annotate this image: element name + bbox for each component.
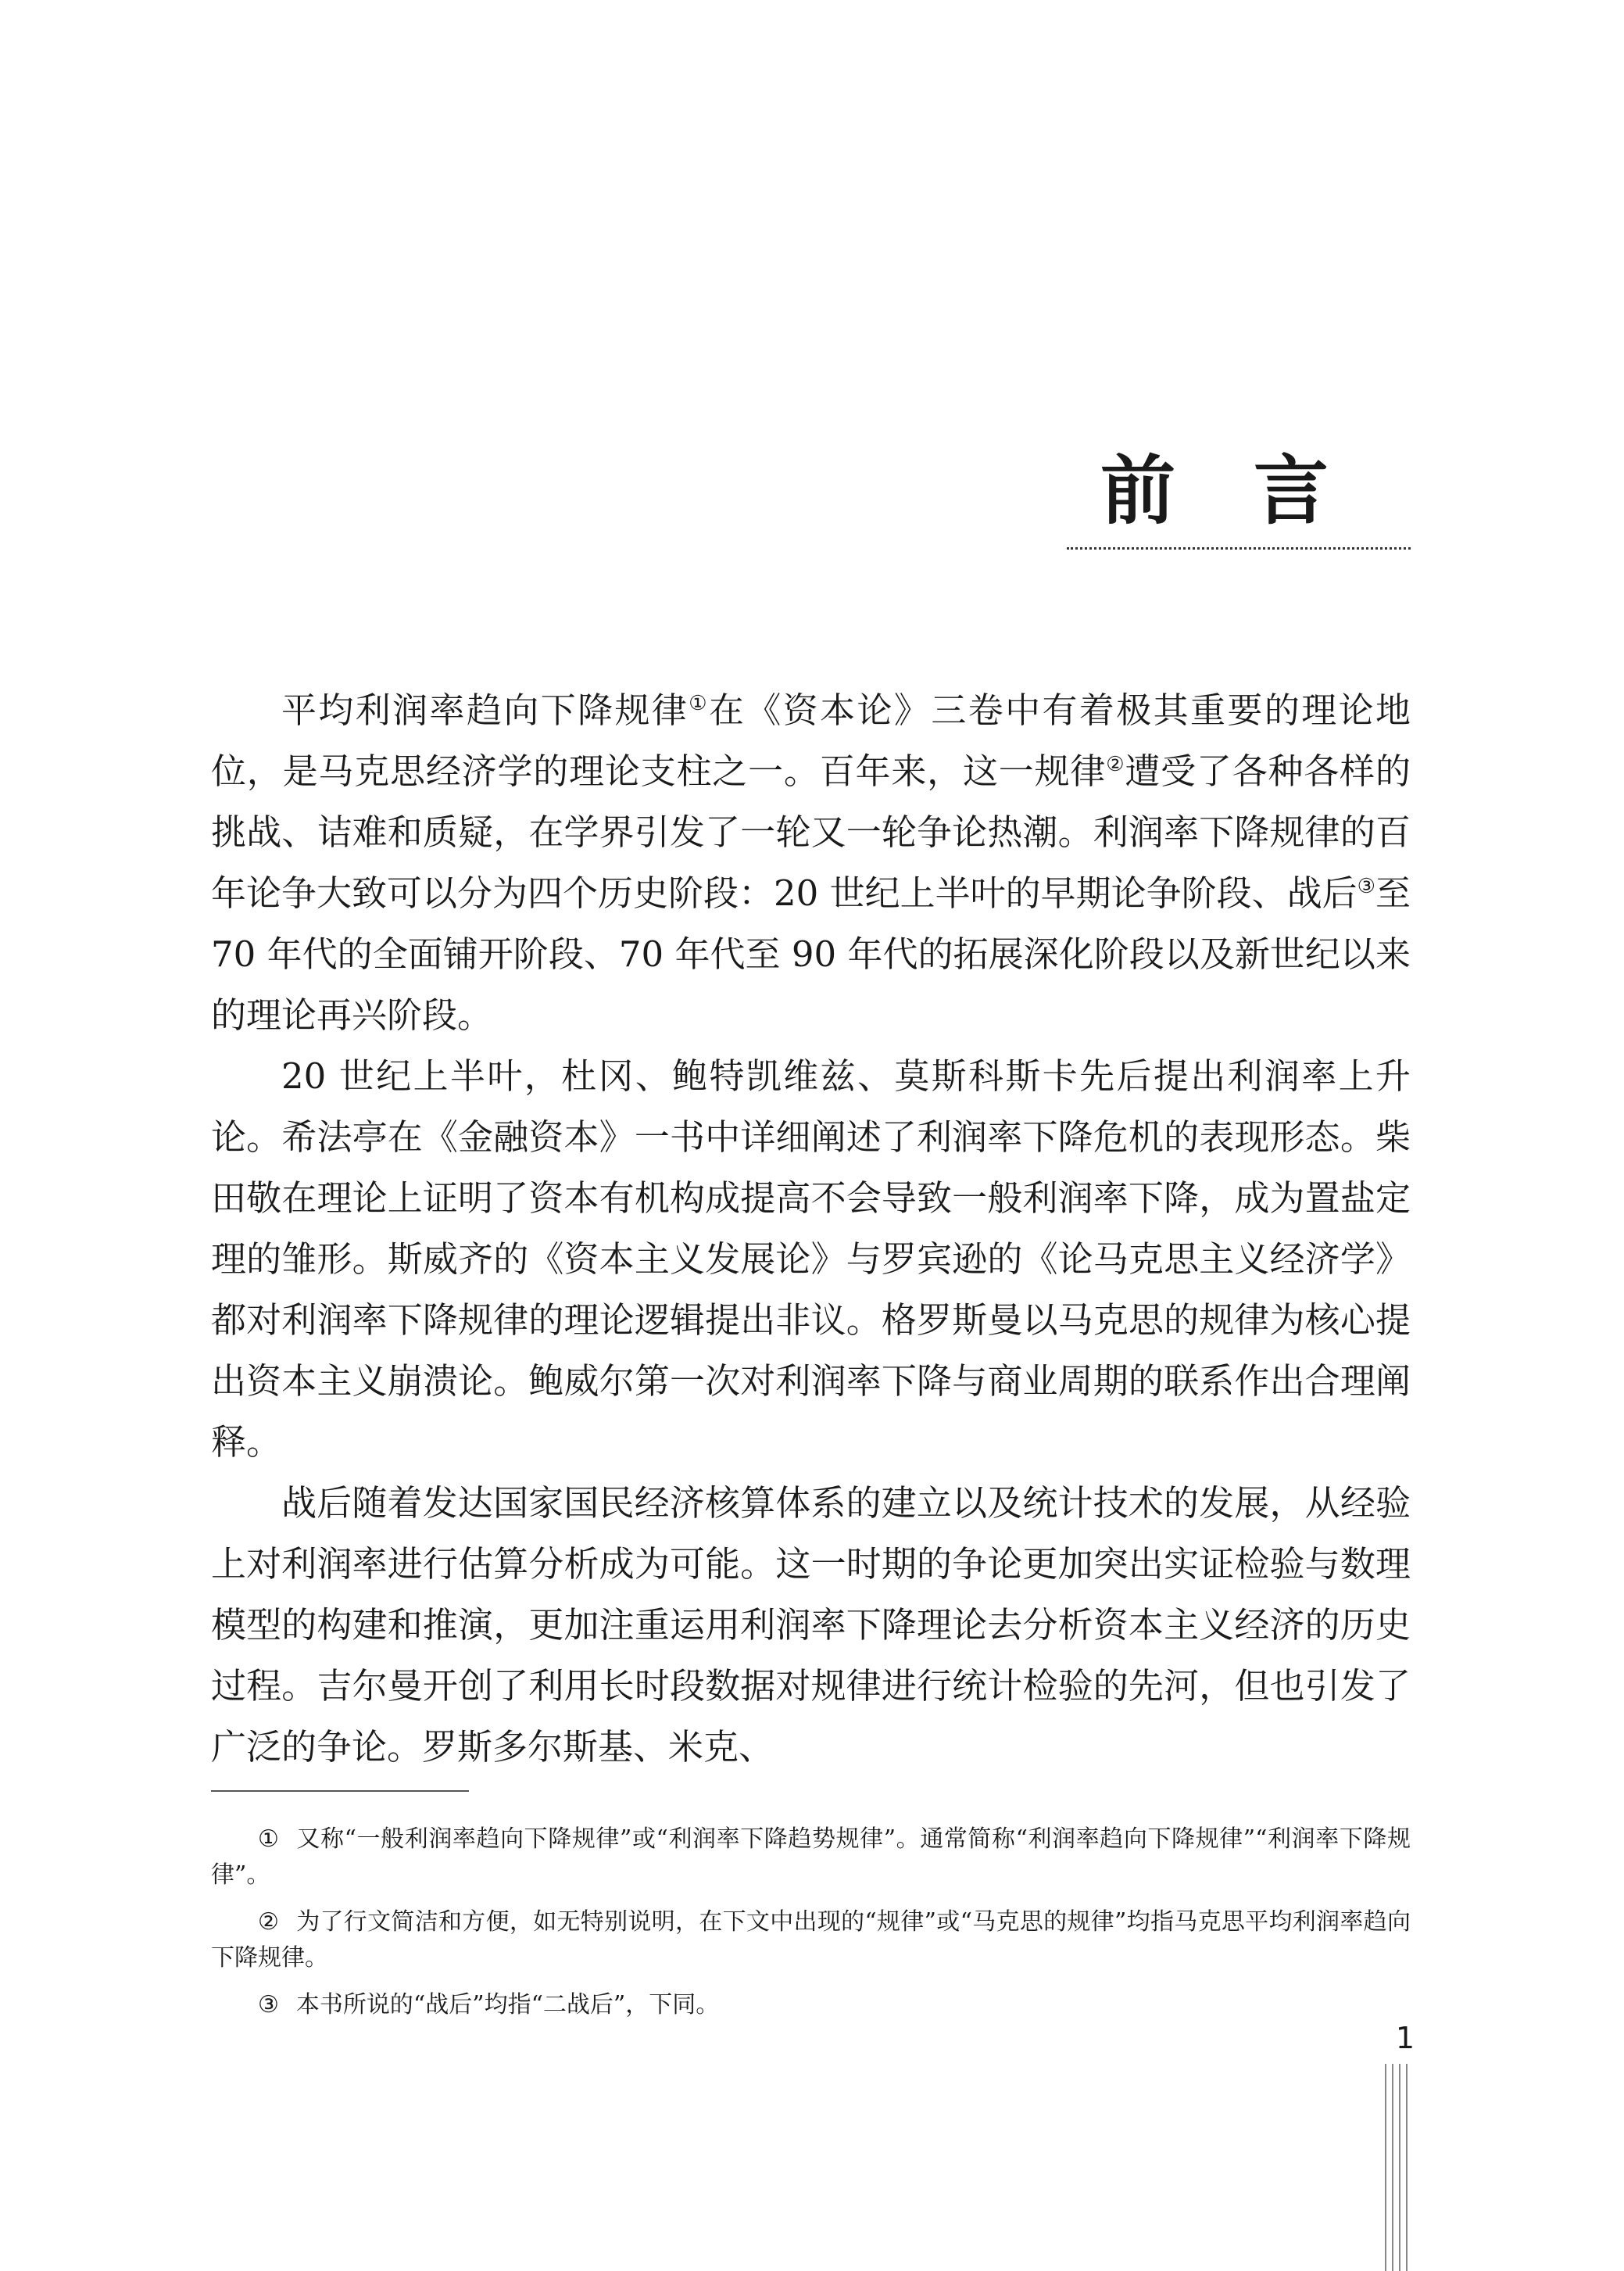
paragraph-1-text: 在《资本论》三卷中有着极其重要的理论地位，是马克思经济学的理论支柱之一。百年来，这一规律	[211, 690, 1411, 792]
edge-line	[1406, 2064, 1408, 2271]
edge-line	[1399, 2064, 1400, 2271]
edge-line	[1392, 2064, 1393, 2271]
title-dotted-rule	[1067, 547, 1411, 550]
footnote-text-1: 又称“一般利润率趋向下降规律”或“利润率下降趋势规律”。通常简称“利润率趋向下降规律”“利润率下降规律”。	[211, 1825, 1411, 1889]
page-edge-lines	[1382, 2064, 1413, 2271]
footnote-text-3: 本书所说的“战后”均指“二战后”，下同。	[295, 1991, 720, 2018]
chapter-title: 前言	[1100, 447, 1407, 535]
paragraph-1-text: 至 70 年代的全面铺开阶段、70 年代至 90 年代的拓展深化阶段以及新世纪以来的理论再兴阶段。	[211, 872, 1411, 1036]
footnotes	[211, 1821, 1411, 2034]
footnote-ref-2[interactable]: ②	[1106, 753, 1125, 776]
footnote-ref-1[interactable]: ①	[689, 692, 709, 715]
footnote-text-2: 为了行文简洁和方便，如无特别说明，在下文中出现的“规律”或“马克思的规律”均指马克思平均利润率趋向下降规律。	[211, 1908, 1411, 1972]
edge-line	[1385, 2064, 1386, 2271]
footnote-2	[211, 1904, 1411, 1976]
footnote-ref-3[interactable]: ③	[1357, 875, 1375, 898]
body-text	[211, 680, 1411, 1778]
paragraph-1-text: 遭受了各种各样的挑战、诘难和质疑，在学界引发了一轮又一轮争论热潮。利润率下降规律的百年论争大致可以分为四个历史阶段：20 世纪上半叶的早期论争阶段、战后	[211, 750, 1411, 914]
paragraph-1	[211, 680, 1411, 1046]
footnote-separator	[211, 1790, 469, 1792]
paragraph-2: 20 世纪上半叶，杜冈、鲍特凯维兹、莫斯科斯卡先后提出利润率上升论。希法亭在《金融资本》一书中详细阐述了利润率下降危机的表现形态。柴田敬在理论上证明了资本有机构成提高不会导致一般利润率下降，成为置盐定理的雏形。斯威齐的《资本主义发展论》与罗宾逊的《论马克思主义经济学》都对利润率下降规律的理论逻辑提出非议。格罗斯曼以马克思的规律为核心提出资本主义崩溃论。鲍威尔第一次对利润率下降与商业周期的联系作出合理阐释。	[211, 1055, 1411, 1463]
page-number: 1	[1395, 2021, 1415, 2055]
footnote-mark-2: ②	[258, 1908, 280, 1936]
paragraph-1-text: 平均利润率趋向下降规律	[281, 690, 689, 731]
footnote-mark-3: ③	[258, 1991, 279, 2018]
footnote-mark-1: ①	[258, 1825, 280, 1853]
footnote-3	[211, 1987, 1411, 2023]
paragraph-3: 战后随着发达国家国民经济核算体系的建立以及统计技术的发展，从经验上对利润率进行估算分析成为可能。这一时期的争论更加突出实证检验与数理模型的构建和推演，更加注重运用利润率下降理论去分析资本主义经济的历史过程。吉尔曼开创了利用长时段数据对规律进行统计检验的先河，但也引发了广泛的争论。罗斯多尔斯基、米克、	[211, 1482, 1411, 1768]
footnote-1	[211, 1821, 1411, 1893]
